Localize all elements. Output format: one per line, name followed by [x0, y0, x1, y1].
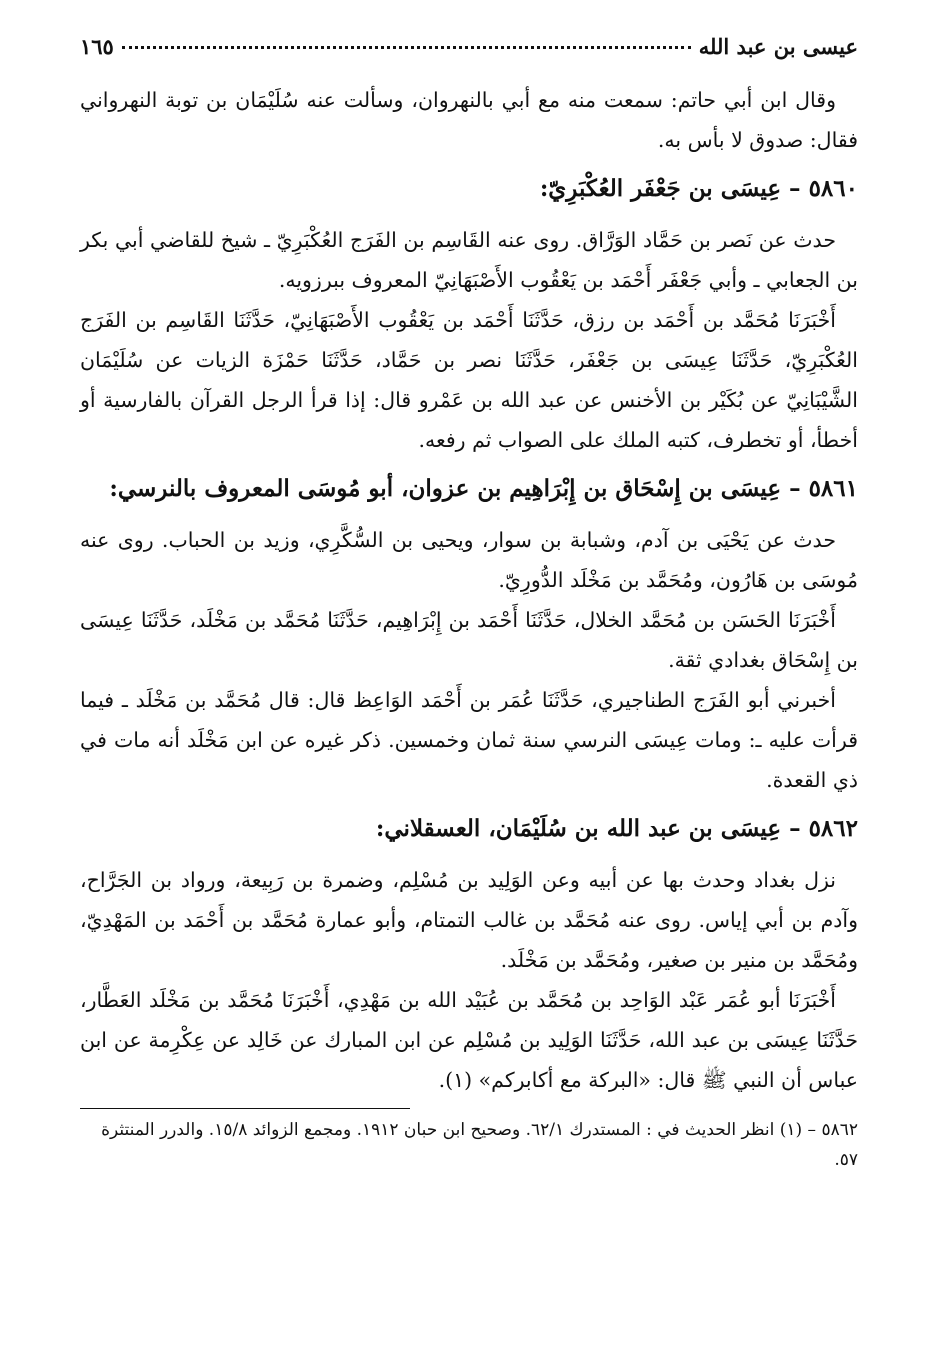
body-paragraph: وقال ابن أبي حاتم: سمعت منه مع أبي بالنهروان، وسألت عنه سُلَيْمَان بن توبة النهرواني فقال: صدوق لا بأس به. — [80, 88, 858, 152]
body-paragraph: حدث عن يَحْيَى بن آدم، وشبابة بن سوار، ويحيى بن السُّكَّرِي، وزيد بن الحباب. روى عنه مُوسَى بن هَارُون، ومُحَمَّد بن مَخْلَد الدُّورِيّ. — [80, 528, 858, 592]
page-body — [80, 80, 858, 1100]
leader-dots — [122, 46, 691, 49]
footnote: ٥٨٦٢ – (١) انظر الحديث في : المستدرك ٦٢/١. وصحيح ابن حبان ١٩١٢. ومجمع الزوائد ١٥/٨. والدرر المنتثرة ٥٧. — [101, 1120, 858, 1170]
running-title: عيسى بن عبد الله — [698, 34, 858, 59]
footnote-separator — [80, 1108, 410, 1109]
entry-heading: ٥٨٦١ – عِيسَى بن إِسْحَاق بن إِبْرَاهِيم بن عزوان، أبو مُوسَى المعروف بالنرسي: — [109, 475, 858, 502]
page-number: ١٦٥ — [80, 34, 114, 59]
body-paragraph: أَخْبَرَنَا مُحَمَّد بن أَحْمَد بن رزق، حَدَّثَنَا أَحْمَد بن يَعْقُوب الأَصْبَهَانِيّ، حَدَّثَنَا القَاسِم بن الفَرَج العُكْبَرِيّ، حَدَّثَنَا عِيسَى بن جَعْفَر، حَدَّثَنَا نصر بن حَمَّاد، حَدَّثَنَا حَمْزَة الزيات عن سُلَيْمَان الشَّيْبَانِيّ عن بُكَيْر بن الأخنس عن عبد الله بن عَمْرو قال: إذا قرأ الرجل القرآن بالفارسية أو أخطأ، أو تخطرف، كتبه الملك على الصواب ثم رفعه. — [80, 308, 858, 452]
book-page — [80, 34, 858, 1365]
body-paragraph: نزل بغداد وحدث بها عن أبيه وعن الوَلِيد بن مُسْلِم، وضمرة بن رَبِيعة، ورواد بن الجَرَّاح، وآدم بن أبي إياس. روى عنه مُحَمَّد بن غالب التمتام، وأبو عمارة مُحَمَّد بن أَحْمَد بن المَهْدِيّ، ومُحَمَّد بن منير بن صغير، ومُحَمَّد بن مَخْلَد. — [80, 868, 858, 972]
entry-heading: ٥٨٦٠ – عِيسَى بن جَعْفَر العُكْبَرِيّ: — [539, 175, 858, 202]
body-paragraph: أَخْبَرَنَا الحَسَن بن مُحَمَّد الخلال، حَدَّثَنَا أَحْمَد بن إِبْرَاهِيم، حَدَّثَنَا مُحَمَّد بن مَخْلَد، حَدَّثَنَا عِيسَى بن إِسْحَاق بغدادي ثقة. — [80, 608, 858, 672]
footnotes-section — [80, 1115, 858, 1175]
entry-heading: ٥٨٦٢ – عِيسَى بن عبد الله بن سُلَيْمَان، العسقلاني: — [375, 815, 858, 842]
body-paragraph: أَخْبَرَنَا أبو عُمَر عَبْد الوَاحِد بن مُحَمَّد بن عُبَيْد الله بن مَهْدِي، أَخْبَرَنَا مُحَمَّد بن مَخْلَد العَطَّار، حَدَّثَنَا عِيسَى بن عبد الله، حَدَّثَنَا الوَلِيد بن مُسْلِم عن ابن المبارك عن خَالِد عن عِكْرِمة عن ابن عباس أن النبي ﷺ قال: «البركة مع أكابركم» (١). — [80, 988, 858, 1092]
body-paragraph: حدث عن نَصر بن حَمَّاد الوَرَّاق. روى عنه القَاسِم بن الفَرَج العُكْبَرِيّ ـ شيخ للقاضي أبي بكر بن الجعابي ـ وأبي جَعْفَر أَحْمَد بن يَعْقُوب الأَصْبَهَانِيّ المعروف ببرزويه. — [80, 228, 858, 292]
body-paragraph: أخبرني أبو الفَرَج الطناجيري، حَدَّثَنَا عُمَر بن أَحْمَد الوَاعِظ قال: قال مُحَمَّد بن مَخْلَد ـ فيما قرأت عليه ـ: ومات عِيسَى النرسي سنة ثمان وخمسين. ذكر غيره عن ابن مَخْلَد أنه مات في ذي القعدة. — [80, 688, 858, 792]
running-header — [80, 34, 858, 80]
